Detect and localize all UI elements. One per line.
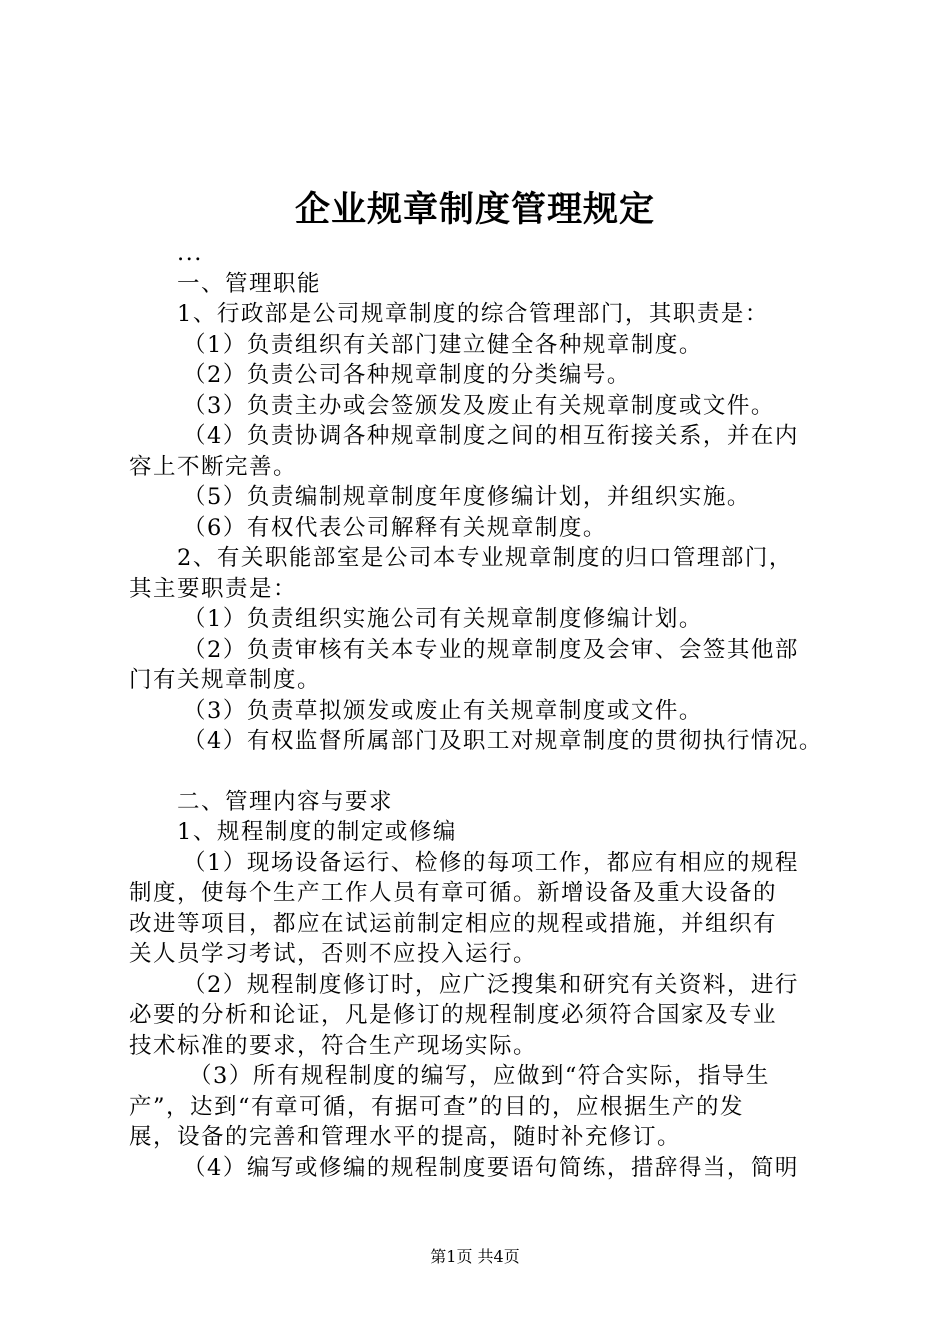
- list-item: （2）负责公司各种规章制度的分类编号。: [183, 362, 631, 388]
- document-title: 企业规章制度管理规定: [294, 189, 655, 230]
- paragraph-continuation: 技术标准的要求，符合生产现场实际。: [129, 1032, 538, 1059]
- subsection-heading: 1、规程制度的制定或修编: [177, 819, 457, 845]
- list-item: （1）负责组织实施公司有关规章制度修编计划。: [183, 606, 703, 632]
- list-item: （3）负责草拟颁发或废止有关规章制度或文件。: [183, 697, 703, 724]
- list-item: （3）负责主办或会签颁发及废止有关规章制度或文件。: [183, 392, 775, 419]
- list-item: （6）有权代表公司解释有关规章制度。: [183, 514, 607, 541]
- paragraph-continuation: 门有关规章制度。: [129, 667, 322, 693]
- section-heading: 一、管理职能: [177, 270, 322, 297]
- paragraph-continuation: 其主要职责是：: [129, 575, 298, 602]
- paragraph-continuation: 关人员学习考试，否则不应投入运行。: [129, 941, 538, 967]
- paragraph-line: 1、行政部是公司规章制度的综合管理部门，其职责是：: [177, 301, 769, 327]
- document-body: [129, 238, 849, 1183]
- paragraph-line: 2、有关职能部室是公司本专业规章制度的归口管理部门，: [177, 545, 793, 571]
- page-number-footer: 第1页 共4页: [430, 1247, 520, 1266]
- paragraph-continuation: 必要的分析和论证，凡是修订的规程制度必须符合国家及专业: [129, 1002, 778, 1028]
- ellipsis-line: ...: [177, 240, 203, 266]
- paragraph-continuation: 制度，使每个生产工作人员有章可循。新增设备及重大设备的: [129, 880, 778, 906]
- list-item: （1）现场设备运行、检修的每项工作，都应有相应的规程: [183, 849, 799, 876]
- list-item: （3）所有规程制度的编写，应做到“符合实际，指导生: [189, 1063, 770, 1089]
- paragraph-continuation: 容上不断完善。: [129, 453, 298, 480]
- list-item: （2）规程制度修订时，应广泛搜集和研究有关资料，进行: [183, 971, 799, 998]
- paragraph-continuation: 展，设备的完善和管理水平的提高，随时补充修订。: [129, 1124, 682, 1150]
- list-item: （5）负责编制规章制度年度修编计划，并组织实施。: [183, 484, 751, 510]
- paragraph-continuation: 改进等项目，都应在试运前制定相应的规程或措施，并组织有: [129, 910, 778, 937]
- list-item: （4）负责协调各种规章制度之间的相互衔接关系，并在内: [183, 423, 799, 449]
- list-item: （4）编写或修编的规程制度要语句简练，措辞得当，简明: [183, 1154, 799, 1181]
- paragraph-continuation: 产”，达到“有章可循，有据可查”的目的，应根据生产的发: [129, 1093, 745, 1120]
- blank-line: [129, 757, 849, 787]
- list-item: （1）负责组织有关部门建立健全各种规章制度。: [183, 331, 703, 358]
- list-item: （4）有权监督所属部门及职工对规章制度的贯彻执行情况。: [183, 728, 823, 754]
- section-heading: 二、管理内容与要求: [177, 788, 394, 815]
- list-item: （2）负责审核有关本专业的规章制度及会审、会签其他部: [183, 636, 799, 663]
